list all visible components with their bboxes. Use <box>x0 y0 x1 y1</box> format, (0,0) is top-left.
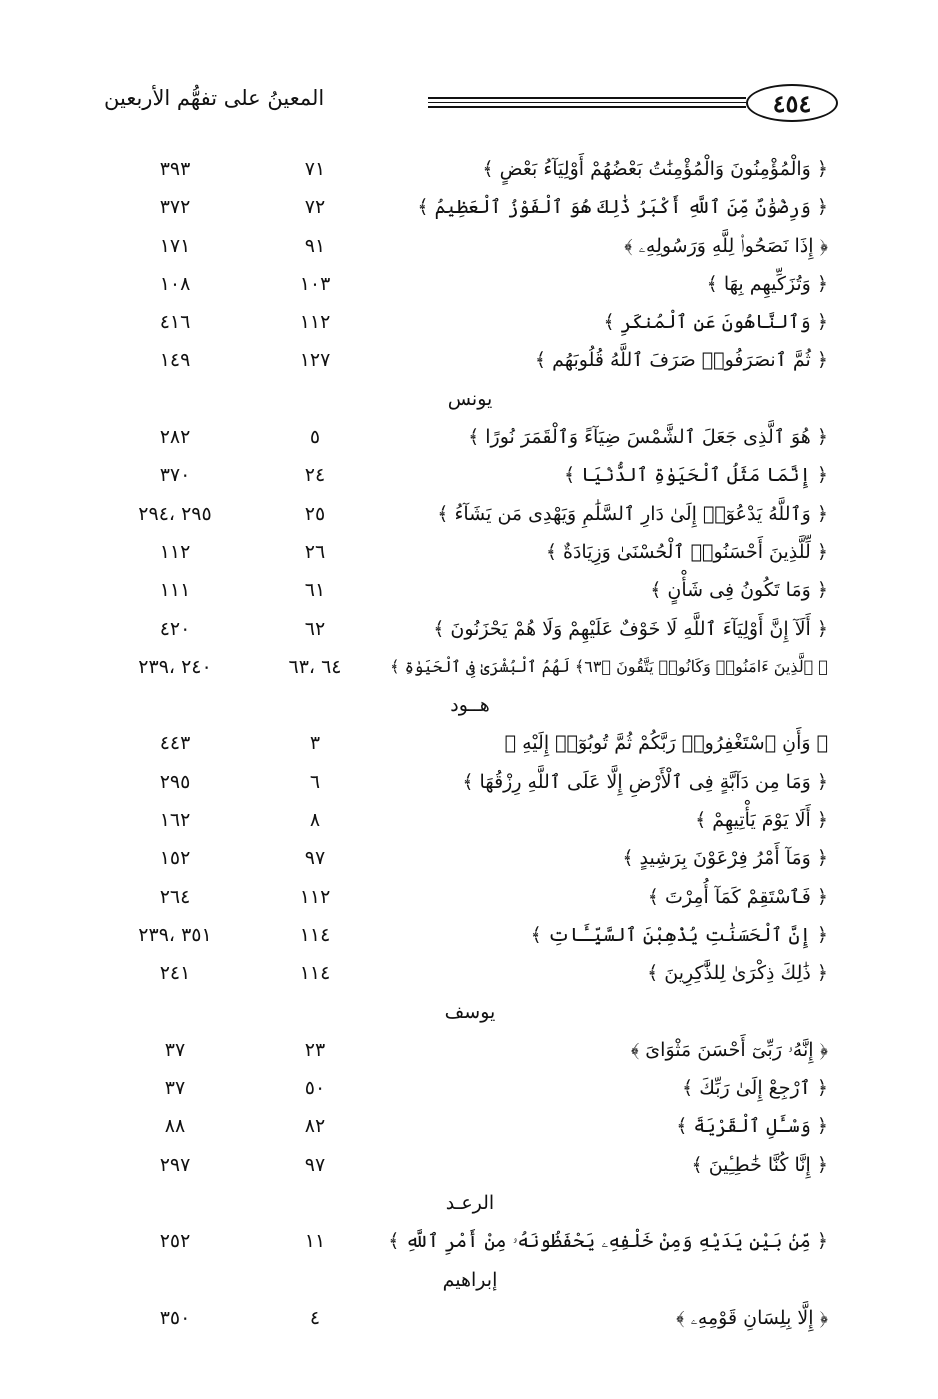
rule-line <box>428 97 746 99</box>
verse-text: ﴿ وَرِضْوَٰنٌ مِّنَ ٱللَّهِ أَكْبَرُ ذَٰلِكَ هُوَ ٱلْفَوْزُ ٱلْعَظِيمُ ﴾ <box>417 196 828 219</box>
page-reference: ١١١ <box>159 579 191 602</box>
ayah-number: ٦٢ <box>304 617 326 640</box>
verse-text: ﴿ ٱلَّذِينَ ءَامَنُوا۟ وَكَانُوا۟ يَتَّقُونَ ﴿٦٣﴾ لَهُمُ ٱلْبُشْرَىٰ فِى ٱلْحَيَوٰةِ ﴾ <box>390 656 828 676</box>
verse-text: ﴿ وَمَا تَكُونُ فِى شَأْنٍ ﴾ <box>650 579 828 602</box>
verse-row <box>0 839 938 877</box>
verse-row <box>0 150 938 188</box>
verse-text: ﴿ وَٱللَّهُ يَدْعُوٓا۟ إِلَىٰ دَارِ ٱلسَّلَٰمِ وَيَهْدِى مَن يَشَآءُ ﴾ <box>437 502 828 525</box>
ayah-number: ٦٤ ،٦٣ <box>288 655 342 678</box>
verse-row <box>0 341 938 379</box>
rule-line <box>428 106 746 108</box>
verse-row <box>0 1107 938 1145</box>
verse-row <box>0 610 938 648</box>
verse-text: ﴿ ٱرْجِعْ إِلَىٰ رَبِّكَ ﴾ <box>682 1077 828 1100</box>
verse-text: ﴿ وَالْمُؤْمِنُونَ وَالْمُؤْمِنَٰتُ بَعْضُهُمْ أَوْلِيَآءُ بَعْضٍ ﴾ <box>482 158 828 180</box>
page-reference: ١٥٢ <box>159 847 191 870</box>
ayah-number: ٢٥ <box>304 502 326 525</box>
verse-row <box>0 878 938 916</box>
page-reference: ٢٩٥ <box>159 770 191 793</box>
verse-row <box>0 648 938 686</box>
verse-text: ﴿ وَتُزَكِّيهِم بِهَا ﴾ <box>706 272 828 295</box>
ayah-number: ١١٤ <box>299 923 331 946</box>
verse-row <box>0 1069 938 1107</box>
verse-text: ﴿ لِّلَّذِينَ أَحْسَنُوا۟ ٱلْحُسْنَىٰ وَزِيَادَةٌ ﴾ <box>545 540 828 563</box>
ayah-number: ٣ <box>309 732 321 755</box>
verse-text: ﴿ فَٱسْتَقِمْ كَمَآ أُمِرْتَ ﴾ <box>647 885 828 908</box>
page-reference: ١٤٩ <box>159 349 191 372</box>
page-reference: ١٦٢ <box>159 809 191 832</box>
page-reference: ٤١٦ <box>159 311 191 334</box>
verse-text: ﴿ أَلَآ إِنَّ أَوْلِيَآءَ ٱللَّهِ لَا خَوْفٌ عَلَيْهِمْ وَلَا هُمْ يَحْزَنُونَ ﴾ <box>433 617 828 640</box>
ayah-number: ٩٧ <box>304 1153 326 1176</box>
page-reference: ٣٥٠ <box>159 1306 191 1329</box>
verse-row <box>0 571 938 609</box>
page-reference: ٣٧٢ <box>159 196 191 219</box>
ayah-number: ١١٢ <box>299 311 331 334</box>
book-title: المعينُ على تفهُّم الأربعين <box>104 86 325 110</box>
verse-text: ﴿ ثُمَّ ٱنصَرَفُوا۟ صَرَفَ ٱللَّهُ قُلُوبَهُم ﴾ <box>534 349 828 372</box>
ayah-number: ١١ <box>304 1230 326 1253</box>
ayah-number: ٨٢ <box>304 1115 326 1138</box>
ayah-number: ١١٢ <box>299 885 331 908</box>
verse-text: ﴿ وَٱلنَّاهُونَ عَنِ ٱلْمُنكَرِ ﴾ <box>603 311 828 334</box>
page-reference: ٣٩٣ <box>159 158 191 180</box>
verse-row <box>0 227 938 265</box>
ayah-number: ٢٦ <box>304 540 326 563</box>
header-rule <box>428 88 838 118</box>
verse-text: ﴿ إِنَّ ٱلْحَسَنَٰتِ يُذْهِبْنَ ٱلسَّيِّـَٔاتِ ﴾ <box>530 923 828 946</box>
surah-heading-row <box>0 686 938 724</box>
surah-name: إبراهيم <box>442 1268 498 1291</box>
page-reference: ٢٤١ <box>159 962 191 985</box>
page-number: ٤٥٤ <box>746 84 838 122</box>
surah-heading-row <box>0 1261 938 1299</box>
verse-text: ﴿ هُوَ ٱلَّذِى جَعَلَ ٱلشَّمْسَ ضِيَآءً وَٱلْقَمَرَ نُورًا ﴾ <box>468 426 828 449</box>
verse-text: ﴿ إِنَّمَا مَثَلُ ٱلْحَيَوٰةِ ٱلدُّنْيَا ﴾ <box>564 464 828 487</box>
surah-name: الرعـد <box>445 1192 495 1215</box>
page-reference: ٢٥٢ <box>159 1230 191 1253</box>
verse-row <box>0 265 938 303</box>
verse-text: ﴿ أَلَا يَوْمَ يَأْتِيهِمْ ﴾ <box>695 809 828 832</box>
verse-text: ﴿ ذَٰلِكَ ذِكْرَىٰ لِلذَّٰكِرِينَ ﴾ <box>647 962 828 985</box>
page-reference: ٢٦٤ <box>159 885 191 908</box>
page-reference: ٣٧٠ <box>159 464 191 487</box>
verse-text: ﴿ وَمَا مِن دَآبَّةٍ فِى ٱلْأَرْضِ إِلَّا عَلَى ٱللَّهِ رِزْقُهَا ﴾ <box>462 770 828 793</box>
ayah-number: ٧١ <box>304 158 326 180</box>
verse-row <box>0 916 938 954</box>
ayah-number: ٦١ <box>304 579 326 602</box>
ayah-number: ٢٣ <box>304 1038 326 1061</box>
ayah-number: ٦ <box>309 770 321 793</box>
verse-row <box>0 495 938 533</box>
verse-row <box>0 1146 938 1184</box>
surah-heading-row <box>0 1184 938 1222</box>
verse-row <box>0 303 938 341</box>
verse-text: ﴿ إِنَّا كُنَّا خَٰطِـِٔينَ ﴾ <box>691 1153 828 1176</box>
ayah-number: ٥ <box>309 426 321 449</box>
page-reference: ٣٧ <box>164 1077 186 1100</box>
surah-name: يونس <box>447 387 493 410</box>
page-reference: ٨٨ <box>164 1115 186 1138</box>
page-reference: ٤٢٠ <box>159 617 191 640</box>
page-reference: ١١٢ <box>159 540 191 563</box>
verse-row <box>0 954 938 992</box>
verse-row <box>0 724 938 762</box>
verse-index-table <box>0 150 938 1337</box>
ayah-number: ١١٤ <box>299 962 331 985</box>
verse-text: ﴿ وَأَنِ ٱسْتَغْفِرُوا۟ رَبَّكُمْ ثُمَّ تُوبُوٓا۟ إِلَيْهِ ﴾ <box>504 732 828 755</box>
verse-row <box>0 418 938 456</box>
ayah-number: ٢٤ <box>304 464 326 487</box>
page-header <box>100 78 838 128</box>
verse-row <box>0 533 938 571</box>
ayah-number: ٩٧ <box>304 847 326 870</box>
ayah-number: ٩١ <box>304 234 326 257</box>
verse-text: ﴿ مِّنۢ بَيْنِ يَدَيْهِ وَمِنْ خَلْفِهِۦ يَحْفَظُونَهُۥ مِنْ أَمْرِ ٱللَّهِ ﴾ <box>388 1230 828 1253</box>
surah-heading-row <box>0 380 938 418</box>
verse-row <box>0 188 938 226</box>
surah-heading-row <box>0 993 938 1031</box>
verse-row <box>0 456 938 494</box>
page-reference: ١٠٨ <box>159 272 191 295</box>
page-reference: ٤٤٣ <box>159 732 191 755</box>
verse-row <box>0 1222 938 1260</box>
verse-row <box>0 801 938 839</box>
page-reference: ٢٨٢ <box>159 426 191 449</box>
surah-name: يوسف <box>444 1000 496 1023</box>
verse-text: ﴿ إِنَّهُۥ رَبِّىٓ أَحْسَنَ مَثْوَاىَ ﴾ <box>630 1038 828 1061</box>
rule-line <box>428 102 746 103</box>
verse-text: ﴿ وَسْـَٔلِ ٱلْقَرْيَةَ ﴾ <box>676 1115 828 1138</box>
page-reference: ٢٩٥ ،٢٩٤ <box>138 502 212 525</box>
page-reference: ٣٥١ ،٢٣٩ <box>138 923 212 946</box>
verse-text: ﴿ إِذَا نَصَحُوا۟ لِلَّهِ وَرَسُولِهِۦ ﴾ <box>624 234 828 257</box>
verse-row <box>0 1299 938 1337</box>
ayah-number: ١٢٧ <box>299 349 331 372</box>
page-reference: ١٧١ <box>159 234 191 257</box>
page-reference: ٣٧ <box>164 1038 186 1061</box>
ayah-number: ١٠٣ <box>299 272 331 295</box>
verse-row <box>0 1031 938 1069</box>
surah-name: هــود <box>450 694 490 717</box>
page-reference: ٢٤٠ ،٢٣٩ <box>138 655 212 678</box>
ayah-number: ٤ <box>309 1306 321 1329</box>
verse-text: ﴿ وَمَآ أَمْرُ فِرْعَوْنَ بِرَشِيدٍ ﴾ <box>622 847 828 870</box>
ayah-number: ٥٠ <box>304 1077 326 1100</box>
ayah-number: ٨ <box>309 809 321 832</box>
page-reference: ٢٩٧ <box>159 1153 191 1176</box>
ayah-number: ٧٢ <box>304 196 326 219</box>
verse-text: ﴿ إِلَّا بِلِسَانِ قَوْمِهِۦ ﴾ <box>676 1306 828 1329</box>
verse-row <box>0 763 938 801</box>
